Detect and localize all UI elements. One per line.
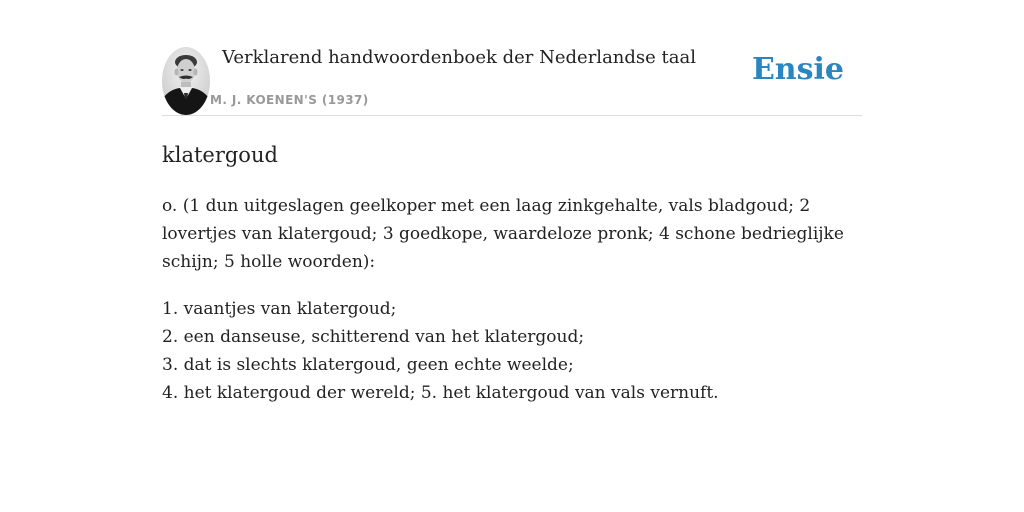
example-item: 2. een danseuse, schitterend van het klatergoud; [162,327,585,347]
book-header [162,46,862,116]
book-title: Verklarend handwoordenboek der Nederlandse taal [222,47,696,68]
book-author: M. J. KOENEN'S (1937) [210,93,369,107]
entry-examples [162,295,862,407]
author-portrait-icon [162,47,210,115]
ensie-logo-link[interactable]: Ensie [751,52,844,87]
example-item: 1. vaantjes van klatergoud; [162,299,397,319]
entry-headword: klatergoud [162,143,278,167]
entry-definition: o. (1 dun uitgeslagen geelkoper met een laag zinkgehalte, vals bladgoud; 2 lovertjes van klatergoud; 3 goedkope, waardeloze pronk; 4 schone bedrieglijke schijn; 5 holle woorden): [162,196,844,272]
example-item: 4. het klatergoud der wereld; 5. het klatergoud van vals vernuft. [162,383,719,403]
example-item: 3. dat is slechts klatergoud, geen echte weelde; [162,355,574,375]
